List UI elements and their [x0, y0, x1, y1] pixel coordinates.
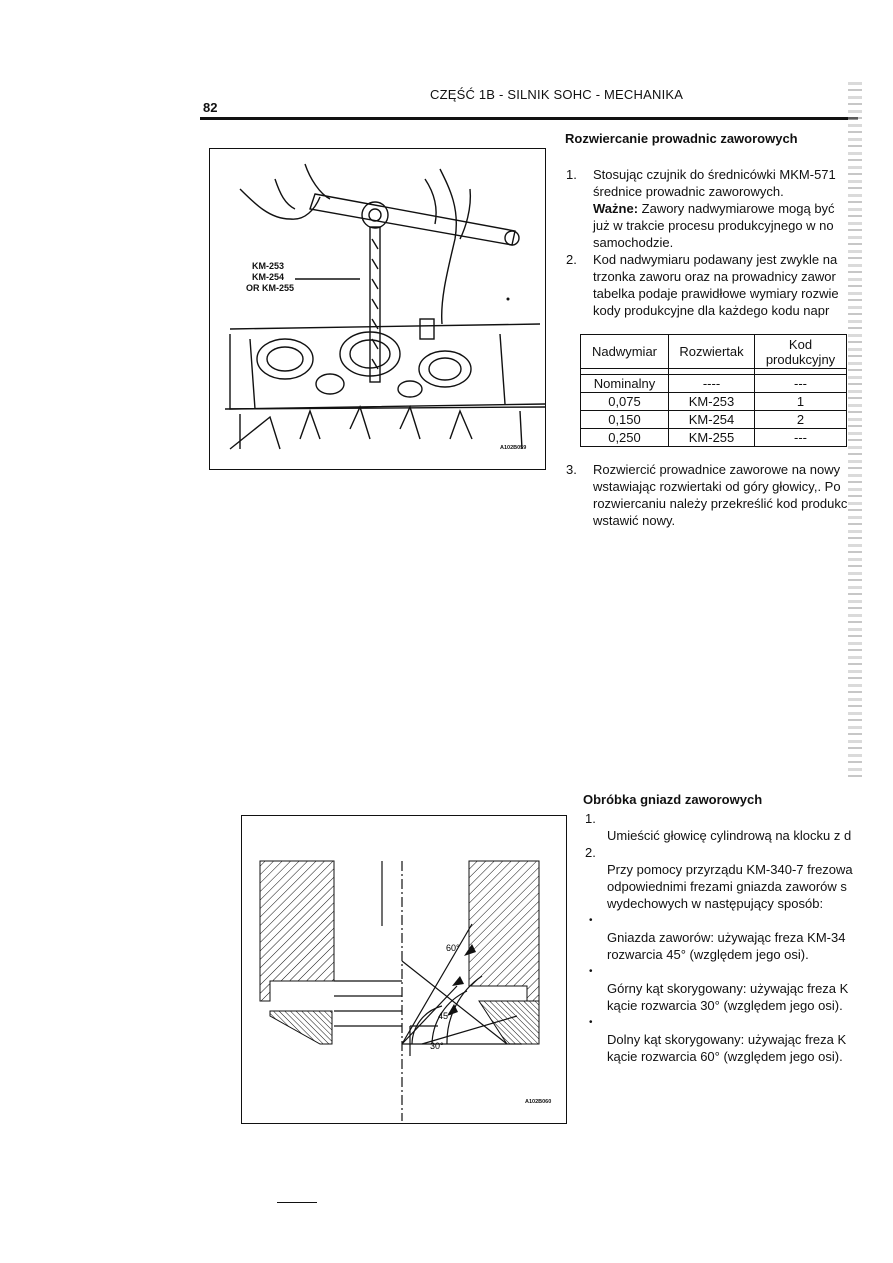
section-title: Rozwiercanie prowadnic zaworowych [565, 131, 798, 146]
tool-label-km255: OR KM-255 [246, 283, 295, 293]
oversize-table [580, 334, 847, 447]
list-text: Górny kąt skorygowany: używając freza K kącie rozwarcia 30° (względem jego osi). [607, 981, 849, 1013]
figure-code: A102B059 [500, 445, 527, 451]
footer-rule [277, 1202, 317, 1203]
valve-seat-drawing [242, 816, 567, 1124]
list-text: Dolny kąt skorygowany: używając freza K kącie rozwarcia 60° (względem jego osi). [607, 1032, 847, 1064]
table-row [581, 429, 847, 447]
step-text: Rozwiercić prowadnice zaworowe na nowy wstawiając rozwiertaki od góry głowicy,. Po rozwiercaniu należy przekreślić kod produkc wstawić nowy. [593, 462, 848, 528]
angle-label-60: 60° [446, 943, 460, 953]
table-row [581, 375, 847, 393]
step-3 [566, 461, 866, 529]
list-marker: 2. [585, 845, 596, 860]
table-cell: 0,075 [581, 393, 669, 411]
table-cell: KM-253 [669, 393, 755, 411]
figure-reamer-illustration [209, 148, 546, 470]
list-item [583, 1014, 868, 1065]
table-row [581, 393, 847, 411]
table-cell: 0,250 [581, 429, 669, 447]
tool-label-km253: KM-253 [252, 261, 285, 271]
table-cell: --- [755, 375, 847, 393]
step-text: Kod nadwymiaru podawany jest zwykle na trzonka zaworu oraz na prowadnicy zawor tabelka podaje prawidłowe wymiary rozwie kody produkcyjne dla każdego kodu napr [593, 252, 839, 318]
list-item [583, 844, 868, 912]
instruction-list [583, 810, 868, 1065]
bullet: • [589, 1017, 593, 1028]
table-cell: --- [755, 429, 847, 447]
list-text: Przy pomocy przyrządu KM-340-7 frezowa odpowiednimi frezami gniazda zaworów s wydechowych w następujący sposób: [607, 862, 853, 911]
list-item [583, 963, 868, 1014]
reamer-drawing [210, 149, 546, 470]
table-cell: 1 [755, 393, 847, 411]
table-cell: 2 [755, 411, 847, 429]
table-header: Kod produkcyjny [755, 335, 847, 369]
table-header: Rozwiertak [669, 335, 755, 369]
figure-valve-seat-angles [241, 815, 567, 1124]
chapter-title: CZĘŚĆ 1B - SILNIK SOHC - MECHANIKA [430, 87, 684, 102]
list-text: Gniazda zaworów: używając freza KM-34 rozwarcia 45° (względem jego osi). [607, 930, 846, 962]
step-1 [566, 166, 866, 251]
table-header: Nadwymiar [581, 335, 669, 369]
list-marker: 1. [585, 811, 596, 826]
note-label: Ważne: [593, 201, 639, 216]
step-number: 2. [566, 252, 577, 267]
header-rule [200, 117, 858, 120]
angle-label-30: 30° [430, 1041, 444, 1051]
bullet: • [589, 966, 593, 977]
list-item [583, 912, 868, 963]
table-cell: ---- [669, 375, 755, 393]
angle-label-45: 45° [438, 1011, 452, 1021]
list-text: Umieścić głowicę cylindrową na klocku z d [607, 828, 852, 843]
instruction-list [566, 166, 866, 319]
step-number: 3. [566, 462, 577, 477]
figure-code: A102B060 [525, 1099, 552, 1105]
section-title: Obróbka gniazd zaworowych [583, 792, 763, 807]
step-text: Stosując czujnik do średnicówki MKM-571 średnice prowadnic zaworowych. [593, 167, 836, 199]
step-2 [566, 251, 866, 319]
tool-label-km254: KM-254 [252, 272, 285, 282]
table-row [581, 411, 847, 429]
table-cell: KM-255 [669, 429, 755, 447]
list-item [583, 810, 868, 844]
note-text: Zawory nadwymiarowe mogą być już w trakcie procesu produkcyjnego w no samochodzie. [593, 201, 835, 250]
table-cell: Nominalny [581, 375, 669, 393]
table-cell: KM-254 [669, 411, 755, 429]
page-number: 82 [203, 100, 218, 115]
table-cell: 0,150 [581, 411, 669, 429]
step-number: 1. [566, 167, 577, 182]
bullet: • [589, 915, 593, 926]
